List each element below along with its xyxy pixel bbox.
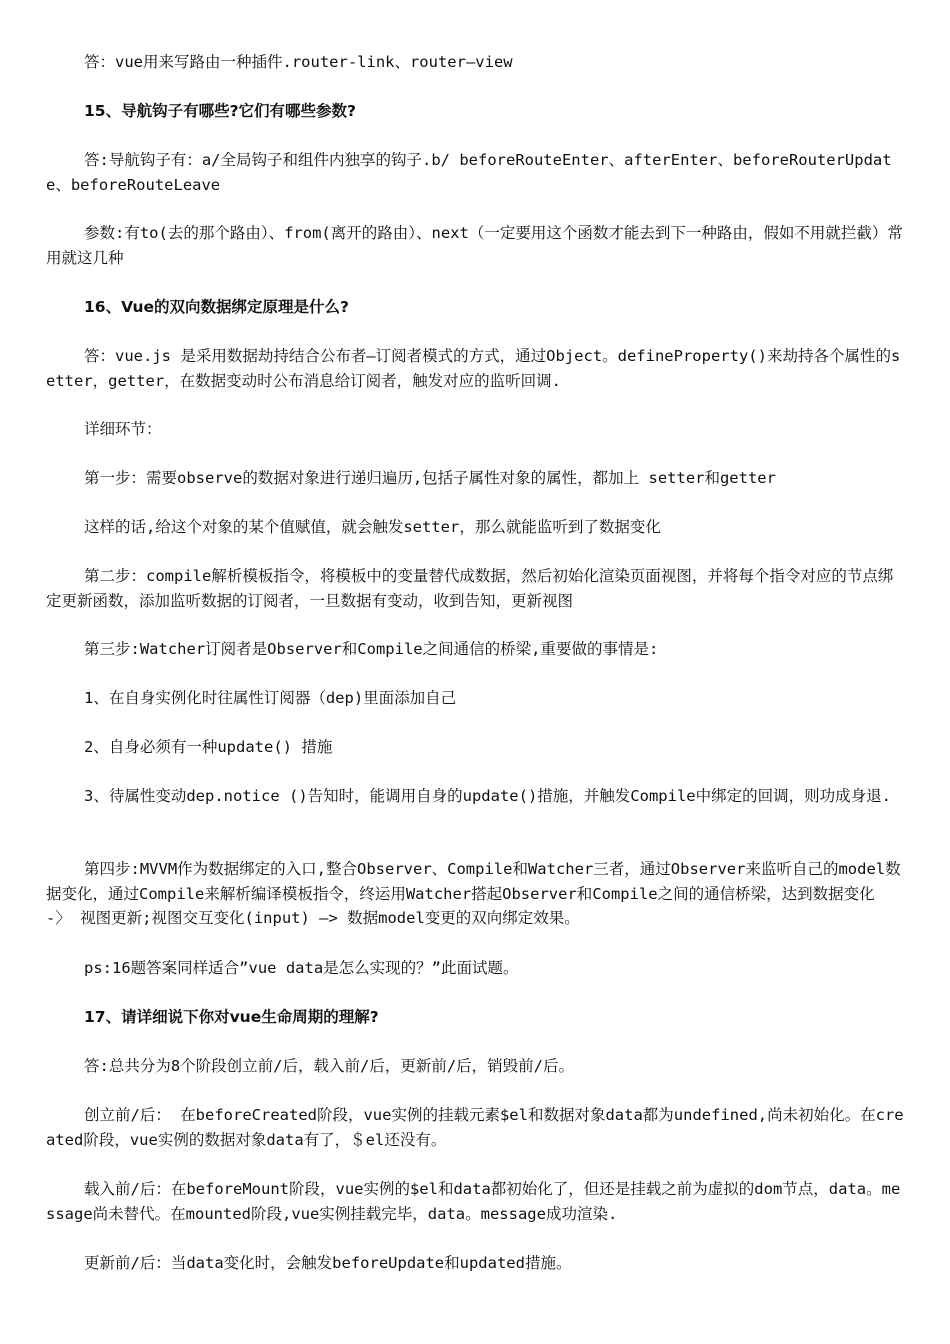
answer-16-intro: 答：vue.js 是采用数据劫持结合公布者—订阅者模式的方式，通过Object。defineProperty()来劫持各个属性的setter，getter，在数据变动时公布消息给订阅者，触发对应的监听回调. <box>46 347 901 390</box>
step-three-item-2: 2、自身必须有一种update() 措施 <box>84 738 333 756</box>
step-three-item-3: 3、待属性变动dep.notice ()告知时，能调用自身的update()措施，并触发Compile中绑定的回调，则功成身退. <box>84 787 891 805</box>
step-three-item-1: 1、在自身实例化时往属性订阅器（dep)里面添加自己 <box>84 689 457 707</box>
answer-15-params: 参数:有to(去的那个路由）、from(离开的路由）、next（一定要用这个函数才能去到下一种路由，假如不用就拦截）常用就这几种 <box>46 224 903 267</box>
lifecycle-mount: 载入前/后：在beforeMount阶段，vue实例的$el和data都初始化了，但还是挂载之前为虚拟的dom节点，data。message尚未替代。在mounted阶段,vue实例挂载完毕，data。message成功渲染. <box>46 1180 901 1223</box>
answer-15-hooks: 答:导航钩子有：a/全局钩子和组件内独享的钩子.b/ beforeRouteEnter、afterEnter、beforeRouterUpdate、beforeRouteLeave <box>46 151 892 194</box>
step-two: 第二步：compile解析模板指令，将模板中的变量替代成数据，然后初始化渲染页面视图，并将每个指令对应的节点绑定更新函数，添加监听数据的订阅者，一旦数据有变动，收到告知，更新视图 <box>46 567 894 610</box>
details-label: 详细环节： <box>84 420 162 438</box>
question-16-heading: 16、Vue的双向数据绑定原理是什么? <box>84 298 350 316</box>
question-17-heading: 17、请详细说下你对vue生命周期的理解? <box>84 1008 379 1026</box>
ps-note: ps:16题答案同样适合”vue data是怎么实现的？”此面试题。 <box>84 959 519 977</box>
answer-17-intro: 答:总共分为8个阶段创立前/后，载入前/后，更新前/后，销毁前/后。 <box>84 1057 574 1075</box>
question-15-heading: 15、导航钩子有哪些?它们有哪些参数? <box>84 102 357 120</box>
lifecycle-update: 更新前/后：当data变化时，会触发beforeUpdate和updated措施。 <box>84 1254 572 1272</box>
step-one: 第一步：需要observe的数据对象进行递归遍历,包括子属性对象的属性，都加上 setter和getter <box>84 469 776 487</box>
step-four: 第四步:MVVM作为数据绑定的入口,整合Observer、Compile和Watcher三者，通过Observer来监听自己的model数据变化，通过Compile来解析编译模板指令，终运用Watcher搭起Observer和Compile之间的通信桥梁，达到数据变化 -〉 视图更新;视图交互变化(input) —> 数据model变更的双向绑定效果。 <box>46 860 901 927</box>
step-three: 第三步:Watcher订阅者是Observer和Compile之间通信的桥梁,重要做的事情是: <box>84 640 659 658</box>
answer-14: 答：vue用来写路由一种插件.router-link、router—view <box>84 53 513 71</box>
lifecycle-create: 创立前/后： 在beforeCreated阶段，vue实例的挂载元素$el和数据对象data都为undefined,尚未初始化。在created阶段，vue实例的数据对象data有了，＄el还没有。 <box>46 1106 904 1149</box>
step-one-note: 这样的话,给这个对象的某个值赋值，就会触发setter，那么就能监听到了数据变化 <box>84 518 661 536</box>
